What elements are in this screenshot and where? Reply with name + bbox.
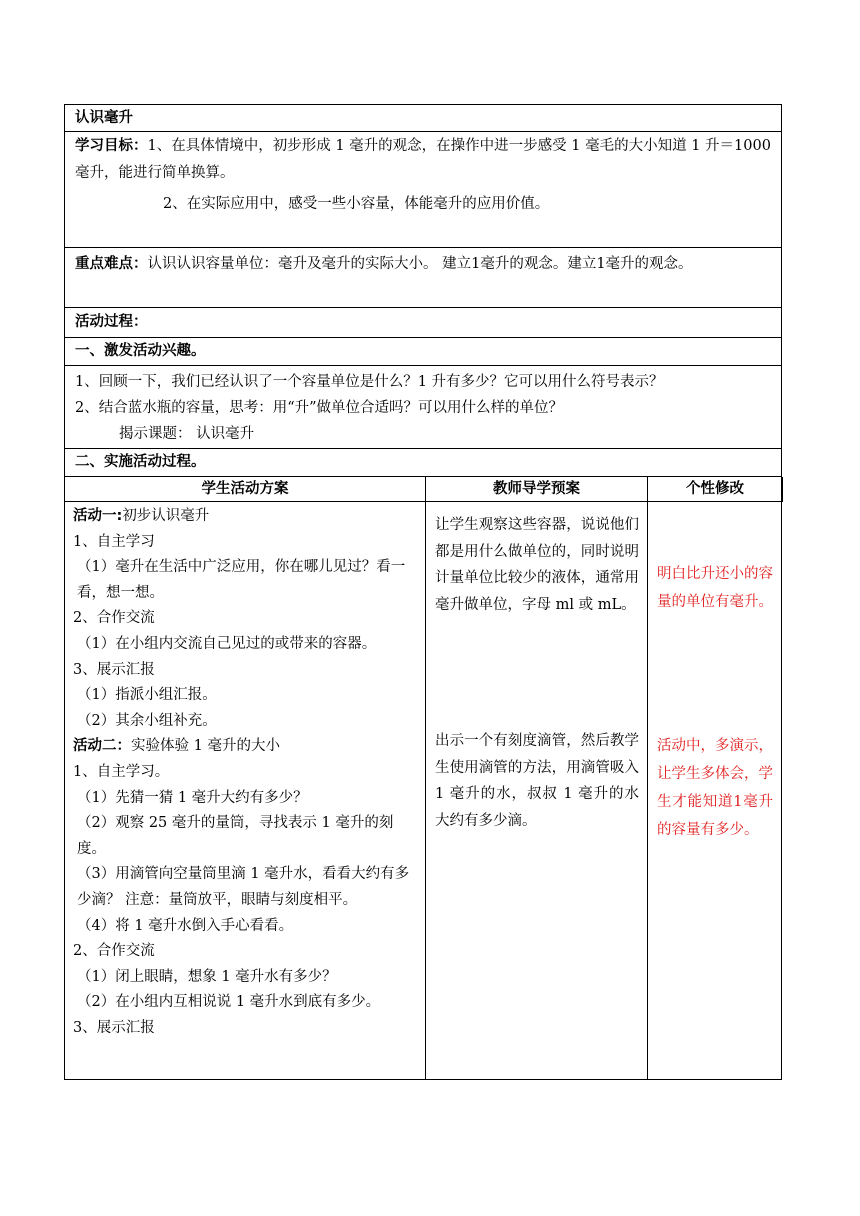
lesson-plan — [64, 104, 782, 1080]
a1-line: 3、展示汇报 — [73, 661, 155, 678]
a1-line: 1、自主学习 — [73, 533, 155, 550]
a2-line: 2、合作交流 — [73, 943, 155, 960]
a2-line: （3）用滴管向空量筒里滴 1 毫升水，看看大约有多少滴？ 注意：量筒放平，眼睛与刻度相平。 — [77, 866, 410, 908]
custom-note-1: 明白比升还小的容量的单位有毫升。 — [657, 566, 773, 610]
a1-line: （1）在小组内交流自己见过的或带来的容器。 — [77, 635, 377, 652]
activity2-label: 活动二： — [73, 738, 131, 755]
process-label: 活动过程： — [64, 308, 782, 338]
goals-label: 学习目标： — [75, 138, 148, 154]
activity1-title: 初步认识毫升 — [122, 508, 210, 524]
section1-body — [64, 366, 782, 449]
activity1-label: 活动一: — [73, 508, 123, 524]
a2-line: （1）闭上眼睛，想象 1 毫升水有多少？ — [77, 968, 337, 985]
activity-table — [64, 477, 782, 1080]
section2-heading: 二、实施活动过程。 — [64, 449, 782, 477]
a1-line: （1）指派小组汇报。 — [77, 687, 217, 704]
learning-goals — [64, 132, 782, 248]
activity2-title: 实验体验 1 毫升的大小 — [131, 738, 280, 755]
teacher-plan — [426, 502, 648, 1079]
header-student: 学生活动方案 — [65, 477, 426, 502]
a1-line: （2）其余小组补充。 — [77, 712, 217, 729]
section1-item-2: 2、结合蓝水瓶的容量，思考：用“升”做单位合适吗？可以用什么样的单位？ — [75, 400, 564, 416]
section1-heading: 一、激发活动兴趣。 — [64, 338, 782, 366]
teacher-note-1: 让学生观察这些容器，说说他们都是用什么做单位的，同时说明计量单位比较少的液体，通常用毫升做单位，字母 ml 或 mL。 — [435, 517, 639, 613]
student-plan — [65, 502, 426, 1079]
a2-line: （1）先猜一猜 1 毫升大约有多少？ — [77, 789, 308, 806]
a2-line: 3、展示汇报 — [73, 1019, 155, 1036]
a1-line: （1）毫升在生活中广泛应用，你在哪儿见过？看一看，想一想。 — [77, 559, 406, 601]
key-points — [64, 248, 782, 308]
a2-line: 1、自主学习。 — [73, 763, 170, 780]
a1-line: 2、合作交流 — [73, 610, 155, 627]
goals-line1: 1、在具体情境中，初步形成 1 毫升的观念，在操作中进一步感受 1 毫毛的大小知道 1 升＝1000 毫升，能进行简单换算。 — [75, 138, 771, 181]
custom-note-2: 活动中，多演示，让学生多体会，学生才能知道1毫升的容量有多少。 — [657, 738, 773, 838]
header-custom: 个性修改 — [648, 477, 783, 502]
section1-item-1: 1、回顾一下，我们已经认识了一个容量单位是什么？1 升有多少？它可以用什么符号表示？ — [75, 374, 664, 390]
header-teacher: 教师导学预案 — [426, 477, 648, 502]
teacher-note-2: 出示一个有刻度滴管，然后教学生使用滴管的方法，用滴管吸入 1 毫升的水，叔叔 1 毫升的水大约有多少滴。 — [435, 733, 639, 829]
goals-line2: 2、在实际应用中，感受一些小容量，体能毫升的应用价值。 — [163, 196, 550, 212]
a2-line: （4）将 1 毫升水倒入手心看看。 — [77, 917, 294, 934]
custom-notes — [648, 502, 783, 1079]
key-points-label: 重点难点： — [75, 256, 148, 272]
a2-line: （2）观察 25 毫升的量筒，寻找表示 1 毫升的刻度。 — [77, 815, 394, 857]
key-points-text: 认识认识容量单位：毫升及毫升的实际大小。 建立1毫升的观念。建立1毫升的观念。 — [147, 256, 693, 272]
a2-line: （2）在小组内互相说说 1 毫升水到底有多少。 — [77, 994, 381, 1011]
section1-item-3: 揭示课题： 认识毫升 — [119, 426, 255, 442]
lesson-title: 认识毫升 — [64, 104, 782, 132]
